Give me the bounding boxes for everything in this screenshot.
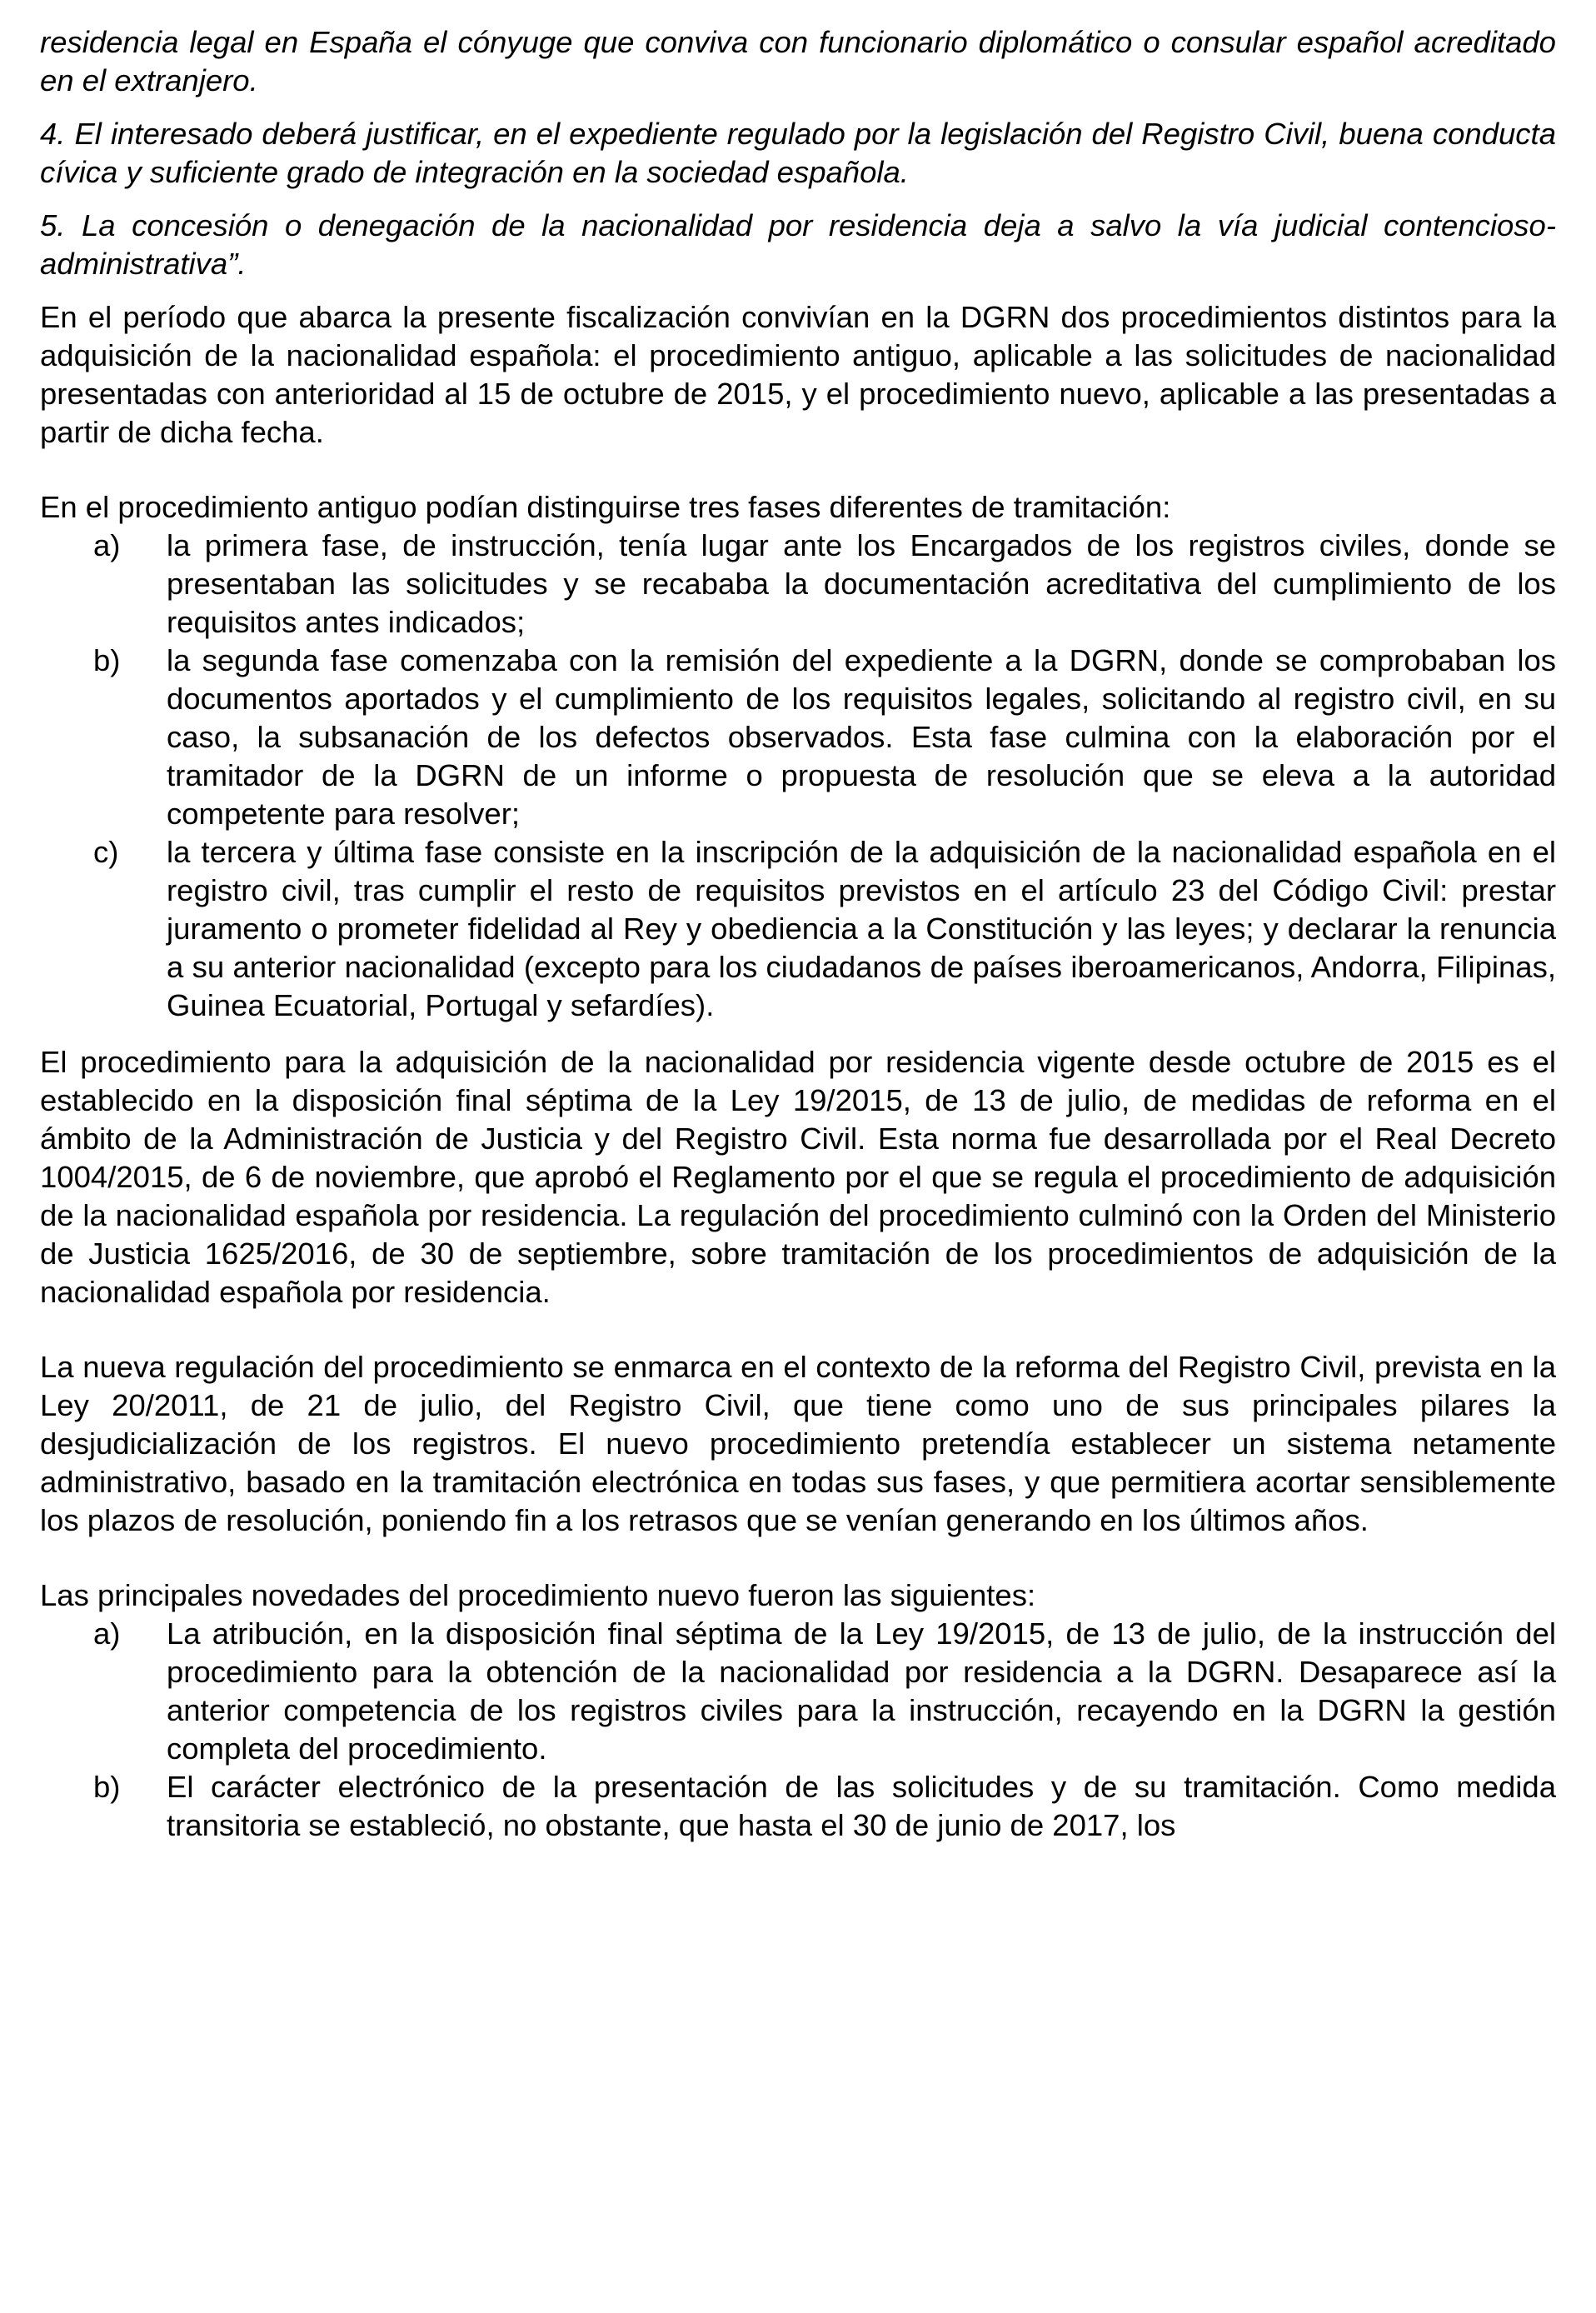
list-item-text: la tercera y última fase consiste en la inscripción de la adquisición de la nacionalidad española en el registro civil, tras cumplir el resto de requisitos previstos en el artículo 23 del Código Civil: prestar juramento o prometer fidelidad al Rey y obediencia a la Constitución y las leyes; y declarar la renuncia a su anterior nacionalidad (excepto para los ciudadanos de países iberoamericanos, Andorra, Filipinas, Guinea Ecuatorial, Portugal y sefardíes). (167, 835, 1556, 1022)
quoted-paragraph-2: 4. El interesado deberá justificar, en el expediente regulado por la legislación del Registro Civil, buena conducta cívica y suficiente grado de integración en la sociedad española. (40, 117, 1556, 189)
paragraph-new-procedure: El procedimiento para la adquisición de la nacionalidad por residencia vigente desde octubre de 2015 es el establecido en la disposición final séptima de la Ley 19/2015, de 13 de julio, de medidas de reforma en el ámbito de la Administración de Justicia y del Registro Civil. Esta norma fue desarrollada por el Real Decreto 1004/2015, de 6 de noviembre, que aprobó el Reglamento por el que se regula el procedimiento de adquisición de la nacionalidad española por residencia. La regulación del procedimiento culminó con la Orden del Ministerio de Justicia 1625/2016, de 30 de septiembre, sobre tramitación de los procedimientos de adquisición de la nacionalidad española por residencia. (40, 1045, 1556, 1309)
list-item-text: El carácter electrónico de la presentación de las solicitudes y de su tramitación. Como medida transitoria se estableció, no obstante, que hasta el 30 de junio de 2017, los (167, 1770, 1556, 1842)
list-item (93, 833, 1556, 1025)
paragraph-new-regulation-context: La nueva regulación del procedimiento se enmarca en el contexto de la reforma del Registro Civil, prevista en la Ley 20/2011, de 21 de julio, del Registro Civil, que tiene como uno de sus principales pilares la desjudicialización de los registros. El nuevo procedimiento pretendía establecer un sistema netamente administrativo, basado en la tramitación electrónica en todas sus fases, y que permitiera acortar sensiblemente los plazos de resolución, poniendo fin a los retrasos que se venían generando en los últimos años. (40, 1350, 1556, 1537)
list-marker: a) (93, 1616, 121, 1651)
paragraph-procedures-intro: En el período que abarca la presente fiscalización convivían en la DGRN dos procedimientos distintos para la adquisición de la nacionalidad española: el procedimiento antiguo, aplicable a las solicitudes de nacionalidad presentadas con anterioridad al 15 de octubre de 2015, y el procedimiento nuevo, aplicable a las presentadas a partir de dicha fecha. (40, 300, 1556, 449)
list-marker: b) (93, 1770, 121, 1804)
list-item (93, 1615, 1556, 1768)
document-page (40, 23, 1556, 1845)
paragraph-main-novelties: Las principales novedades del procedimiento nuevo fueron las siguientes: (40, 1578, 1036, 1612)
quoted-paragraph-1: residencia legal en España el cónyuge que conviva con funcionario diplomático o consular español acreditado en el extranjero. (40, 25, 1556, 97)
list-item-text: La atribución, en la disposición final séptima de la Ley 19/2015, de 13 de julio, de la instrucción del procedimiento para la obtención de la nacionalidad por residencia a la DGRN. Desaparece así la anterior competencia de los registros civiles para la instrucción, recayendo en la DGRN la gestión completa del procedimiento. (167, 1616, 1556, 1766)
quoted-paragraph-3: 5. La concesión o denegación de la nacionalidad por residencia deja a salvo la vía judicial contencioso-administrativa”. (40, 208, 1556, 281)
list-item (93, 1768, 1556, 1845)
paragraph-old-procedure-phases: En el procedimiento antiguo podían distinguirse tres fases diferentes de tramitación: (40, 490, 1171, 524)
list-item-text: la segunda fase comenzaba con la remisión del expediente a la DGRN, donde se comprobaban los documentos aportados y el cumplimiento de los requisitos legales, solicitando al registro civil, en su caso, la subsanación de los defectos observados. Esta fase culmina con la elaboración por el tramitador de la DGRN de un informe o propuesta de resolución que se eleva a la autoridad competente para resolver; (167, 643, 1556, 831)
list-item-text: la primera fase, de instrucción, tenía lugar ante los Encargados de los registros civiles, donde se presentaban las solicitudes y se recababa la documentación acreditativa del cumplimiento de los requisitos antes indicados; (167, 528, 1556, 639)
list-marker: b) (93, 643, 121, 677)
list-marker: c) (93, 835, 119, 869)
list-item (93, 527, 1556, 642)
list-item (93, 642, 1556, 833)
list-marker: a) (93, 528, 121, 562)
